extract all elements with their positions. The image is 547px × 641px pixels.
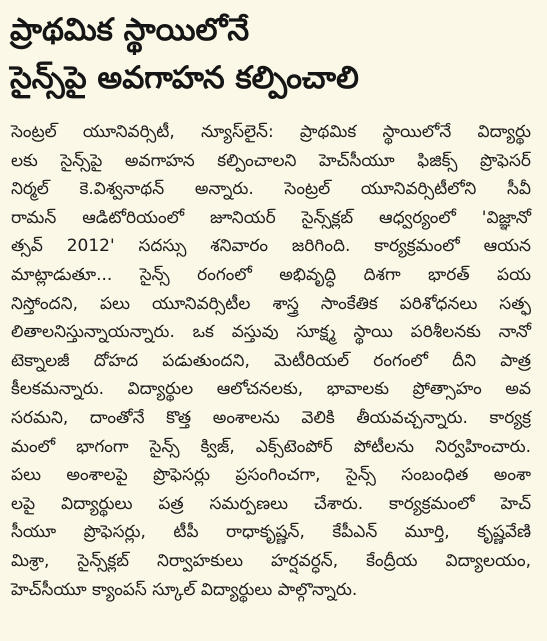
headline [10, 6, 537, 102]
body-line-14: లపై విద్యార్థులు పత్ర సమర్పణలు చేశారు. కార్యక్రమంలో హెచ్ [11, 493, 531, 514]
body-line-9: టెక్నాలజీ దోహద పడుతుందని, మెటీరియల్ రంగంలో దీని పాత్ర [11, 350, 531, 371]
body-line-2: లకు సైన్స్‌పై అవగాహన కల్పించాలని హెచ్‌సీయూ ఫిజిక్స్ ప్రొఫెసర్ [11, 150, 531, 171]
body-line-4: రామన్ ఆడిటోరియంలో జూనియర్ సైన్స్‌క్లబ్ ఆధ్వర్యంలో 'విజ్ఞానో [11, 207, 531, 228]
body-line-17: హెచ్‌సీయూ క్యాంపస్ స్కూల్ విద్యార్థులు పాల్గొన్నారు. [11, 579, 358, 600]
body-line-6: మాట్లాడుతూ... సైన్స్ రంగంలో అభివృద్ధి దిశగా భారత్ పయ [11, 264, 531, 285]
headline-line-2: సైన్స్‌పై అవగాహన కల్పించాలి [10, 60, 359, 96]
body-line-10: కీలకమన్నారు. విద్యార్థుల ఆలోచనలకు, భావాలకు ప్రోత్సాహం అవ [11, 379, 531, 400]
body-line-15: సీయూ ప్రొఫెసర్లు, టీపీ రాధాకృష్ణన్, కేపీఎన్ మూర్తి, కృష్ణవేణి [11, 522, 531, 543]
body-line-5: త్సవ్ 2012' సదస్సు శనివారం జరిగింది. కార్యక్రమంలో ఆయన [11, 236, 531, 257]
body-line-11: సరమని, దాంతోనే కొత్త అంశాలను వెలికి తీయవచ్చన్నారు. కార్యక్ర [11, 407, 531, 428]
body-line-3: నిర్మల్ కె.విశ్వనాథన్ అన్నారు. సెంట్రల్ యూనివర్సిటీలోని సీవీ [11, 179, 531, 200]
body-line-1: సెంట్రల్ యూనివర్సిటీ, న్యూస్‌లైన్: ప్రాథమిక స్థాయిలోనే విద్యార్థు [11, 122, 531, 142]
body-line-16: మిశ్రా, సైన్స్‌క్లబ్ నిర్వాహకులు హర్షవర్ధన్, కేంద్రీయ విద్యాలయం, [11, 550, 531, 571]
headline-line-1: ప్రాథమిక స్థాయిలోనే [10, 12, 250, 48]
body-line-12: మంలో భాగంగా సైన్స్ క్విజ్, ఎక్స్‌టెంపోర్ పోటీలను నిర్వహించారు. [11, 436, 531, 457]
body-line-13: పలు అంశాలపై ప్రొఫెసర్లు ప్రసంగించగా, సైన్స్ సంబంధిత అంశా [11, 465, 531, 486]
body-line-7: నిస్తోందని, పలు యూనివర్సిటీల శాస్త్ర సాంకేతిక పరిశోధనలు సత్ఫ [11, 293, 531, 314]
article-body [11, 118, 531, 604]
body-line-8: లితాలనిస్తున్నాయన్నారు. ఒక వస్తువు సూక్ష్మ స్థాయి పరిశీలనకు నానో [11, 322, 531, 343]
